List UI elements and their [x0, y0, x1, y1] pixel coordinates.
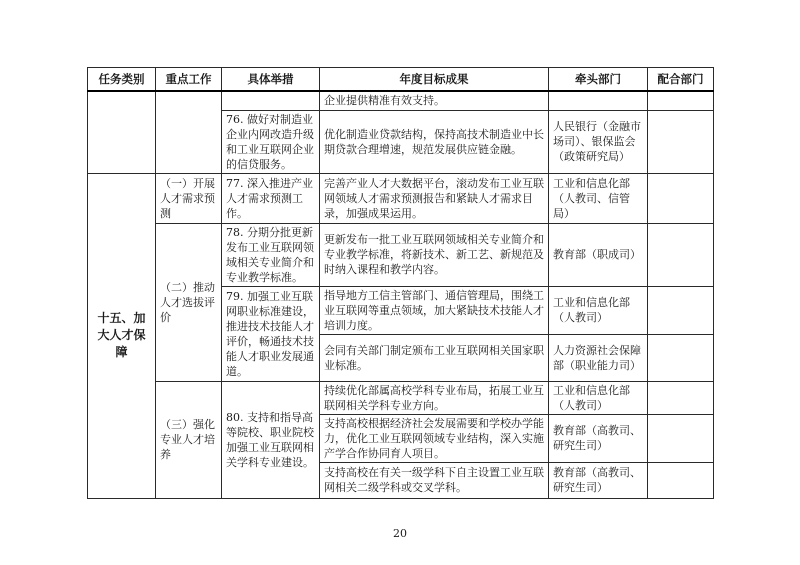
measure-cell — [222, 91, 320, 110]
support-cell — [648, 110, 714, 173]
measure-cell: 77. 深入推进产业人才需求预测工作。 — [222, 173, 320, 223]
goal-cell: 更新发布一批工业互联网领域相关专业简介和专业教学标准，将新技术、新工艺、新规范及时纳入课程和教学内容。 — [320, 223, 549, 286]
lead-cell: 工业和信息化部（人教司、信管局） — [549, 173, 648, 223]
goal-cell: 优化制造业贷款结构，保持高技术制造业中长期贷款合理增速，规范发展供应链金融。 — [320, 110, 549, 173]
lead-cell: 教育部（高教司、研究生司） — [549, 462, 648, 498]
goal-cell: 会同有关部门制定颁布工业互联网相关国家职业标准。 — [320, 334, 549, 381]
table-row — [88, 91, 714, 110]
support-cell — [648, 334, 714, 381]
lead-cell: 教育部（职成司） — [549, 223, 648, 286]
table-row — [88, 223, 714, 286]
header-lead-department: 牵头部门 — [549, 68, 648, 92]
header-specific-measures: 具体举措 — [222, 68, 320, 92]
lead-cell: 工业和信息化部（人教司） — [549, 381, 648, 414]
header-annual-goals: 年度目标成果 — [320, 68, 549, 92]
support-cell — [648, 173, 714, 223]
measure-cell: 76. 做好对制造业企业内网改造升级和工业互联网企业的信贷服务。 — [222, 110, 320, 173]
lead-cell: 教育部（高教司、研究生司） — [549, 414, 648, 462]
goal-cell: 支持高校根据经济社会发展需要和学校办学能力，优化工业互联网领域专业结构，深入实施产学合作协同育人项目。 — [320, 414, 549, 462]
page-number: 20 — [393, 527, 407, 540]
lead-cell: 人民银行（金融市场司）、银保监会（政策研究局） — [549, 110, 648, 173]
header-key-work: 重点工作 — [156, 68, 222, 92]
goal-cell: 完善产业人才大数据平台，滚动发布工业互联网领域人才需求预测报告和紧缺人才需求目录，加强成果运用。 — [320, 173, 549, 223]
key-work-cell: （一）开展人才需求预测 — [156, 173, 222, 223]
measure-cell: 79. 加强工业互联网职业标准建设，推进技术技能人才评价，畅通技术技能人才职业发展通道。 — [222, 286, 320, 381]
lead-cell: 工业和信息化部（人教司） — [549, 286, 648, 334]
key-work-cell: （三）强化专业人才培养 — [156, 381, 222, 498]
header-cooperating-department: 配合部门 — [648, 68, 714, 92]
lead-cell: 人力资源社会保障部（职业能力司） — [549, 334, 648, 381]
support-cell — [648, 91, 714, 110]
support-cell — [648, 381, 714, 414]
category-cell-continued — [88, 91, 156, 173]
header-task-category: 任务类别 — [88, 68, 156, 92]
support-cell — [648, 223, 714, 286]
goal-cell: 支持高校在有关一级学科下自主设置工业互联网相关二级学科或交叉学科。 — [320, 462, 549, 498]
key-work-cell: （二）推动人才选拔评价 — [156, 223, 222, 381]
table-row — [88, 381, 714, 414]
measure-cell: 80. 支持和指导高等院校、职业院校加强工业互联网相关学科专业建设。 — [222, 381, 320, 498]
table-row — [88, 173, 714, 223]
goal-cell: 持续优化部属高校学科专业布局，拓展工业互联网相关学科专业方向。 — [320, 381, 549, 414]
category-cell: 十五、加大人才保障 — [88, 173, 156, 498]
task-table — [87, 67, 714, 499]
key-work-cell-continued — [156, 91, 222, 173]
support-cell — [648, 462, 714, 498]
goal-cell: 指导地方工信主管部门、通信管理局，围绕工业互联网等重点领域，加大紧缺技术技能人才培训力度。 — [320, 286, 549, 334]
goal-cell: 企业提供精准有效支持。 — [320, 91, 549, 110]
table-header-row — [88, 68, 714, 92]
lead-cell — [549, 91, 648, 110]
measure-cell: 78. 分期分批更新发布工业互联网领域相关专业简介和专业教学标准。 — [222, 223, 320, 286]
support-cell — [648, 286, 714, 334]
support-cell — [648, 414, 714, 462]
